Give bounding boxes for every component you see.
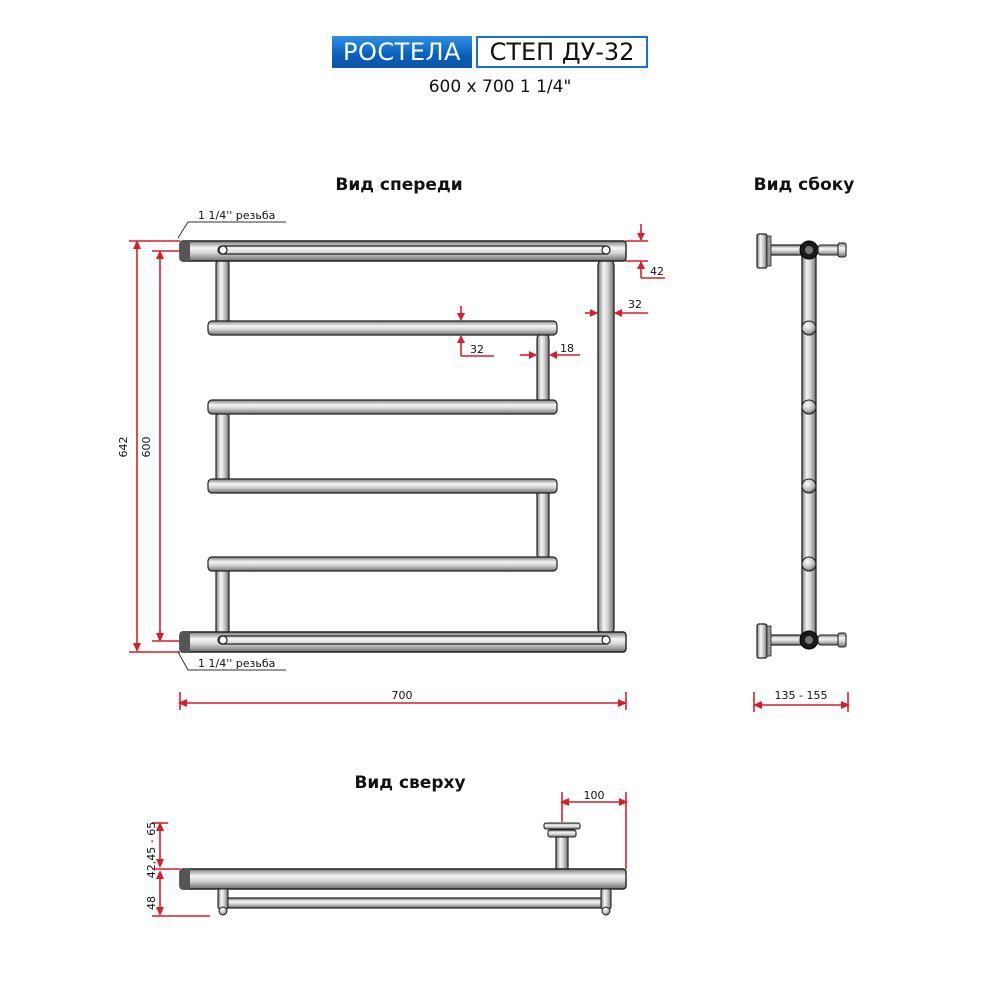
- shelf-3: [208, 479, 557, 493]
- shelf-1: [208, 321, 557, 335]
- dim-42-label: 42: [650, 265, 664, 278]
- model-name: СТЕП ДУ-32: [476, 36, 648, 68]
- dim-32-bar-label: 32: [628, 298, 642, 311]
- bottom-thread-end: [180, 632, 190, 652]
- bottom-main-pipe: [180, 632, 626, 652]
- dim-width: [178, 689, 627, 710]
- dim-center-height: [140, 250, 180, 642]
- riser-5: [216, 564, 229, 636]
- side-view-title: Вид сбоку: [753, 175, 855, 195]
- side-view: [757, 234, 846, 658]
- riser-4: [537, 488, 549, 560]
- front-view-title: Вид спереди: [335, 175, 463, 195]
- riser-1: [216, 258, 229, 326]
- top-view: [180, 823, 626, 915]
- top-thread-end: [180, 241, 190, 261]
- shelf-4: [208, 557, 557, 571]
- dim-depth: [753, 689, 850, 712]
- dim-18-label: 18: [560, 342, 574, 355]
- shelf-2: [208, 400, 557, 414]
- riser-3: [216, 410, 229, 486]
- thread-label-bottom: 1 1/4'' резьба: [198, 657, 276, 670]
- dim-100-label: 100: [583, 789, 605, 802]
- size-subtitle: 600 x 700 1 1/4": [428, 77, 572, 97]
- dim-top-offset: [625, 224, 665, 278]
- dim-48-label: 48: [145, 896, 158, 910]
- thread-callout-top: [178, 209, 286, 238]
- thread-label-top: 1 1/4'' резьба: [198, 209, 276, 222]
- dim-32-tube-label: 32: [470, 343, 484, 356]
- dim-600-label: 600: [140, 436, 153, 458]
- dim-700-label: 700: [391, 689, 413, 702]
- dim-642-label: 642: [117, 436, 130, 458]
- top-view-title: Вид сверху: [354, 773, 466, 793]
- brand-logo: РОСТЕЛА: [332, 36, 472, 68]
- dim-shelf-tube: [520, 342, 580, 359]
- dim-wall-offset-label: 42,45 - 65: [145, 821, 158, 879]
- riser-2: [537, 333, 549, 405]
- dim-bar-diameter: [585, 298, 648, 317]
- front-view: [180, 241, 626, 652]
- top-main-pipe: [180, 241, 626, 261]
- thread-callout-bottom: [178, 652, 286, 670]
- right-vertical-bar: [598, 258, 614, 636]
- dim-depth-label: 135 - 155: [774, 689, 828, 702]
